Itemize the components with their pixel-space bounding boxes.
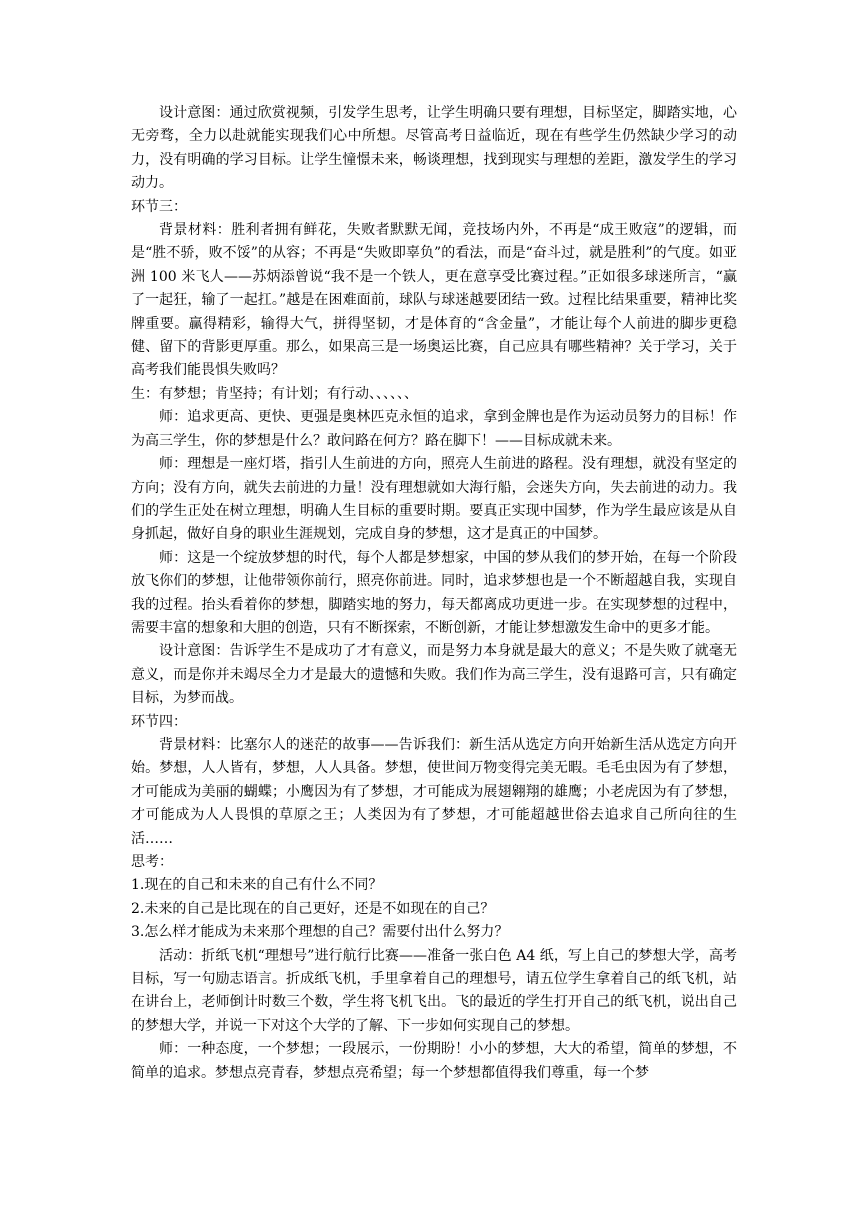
paragraph-background-material-1: 背景材料：胜利者拥有鲜花，失败者默默无闻，竞技场内外，不再是“成王败寇”的逻辑，而是“胜不骄，败不馁”的从容；不再是“失败即辜负”的看法，而是“奋斗过，就是胜利”的气度。如亚洲 100 米飞人——苏炳添曾说“我不是一个铁人，更在意享受比赛过程。”正如很多球迷所言，“赢了一起狂，输了一起扛。”越是在困难面前，球队与球迷越要团结一致。过程比结果重要，精神比奖牌重要。赢得精彩，输得大气，拼得坚韧，才是体育的“含金量”，才能让每个人前进的脚步更稳健、留下的背影更厚重。那么，如果高三是一场奥运比赛，自己应具有哪些精神？关于学习，关于高考我们能畏惧失败吗？ — [131, 222, 737, 379]
paragraph-activity: 活动：折纸飞机“理想号”进行航行比赛——准备一张白色 A4 纸，写上自己的梦想大学，高考目标，写一句励志语言。折成纸飞机，手里拿着自己的理想号，请五位学生拿着自己的纸飞机，站在讲台上，老师倒计时数三个数，学生将飞机飞出。飞的最近的学生打开自己的纸飞机，说出自己的梦想大学，并说一下对这个大学的了解、下一步如何实现自己的梦想。 — [131, 947, 737, 1034]
question-item-2: 2.未来的自己是比现在的自己更好，还是不如现在的自己？ — [131, 900, 495, 917]
section-heading-3: 环节三： — [131, 198, 187, 215]
paragraph-teacher-3: 师：这是一个绽放梦想的时代，每个人都是梦想家，中国的梦从我们的梦开始，在每一个阶段放飞你们的梦想，让他带领你前行，照亮你前进。同时，追求梦想也是一个不断超越自我，实现自我的过程。抬头看着你的梦想，脚踏实地的努力，每天都离成功更进一步。在实现梦想的过程中，需要丰富的想象和大胆的创造，只有不断探索，不断创新，才能让梦想激发生命中的更多才能。 — [131, 549, 737, 636]
paragraph-student-answer: 生：有梦想；肯坚持；有计划；有行动、、、、、、 — [131, 385, 418, 402]
thinking-heading: 思考： — [131, 854, 173, 870]
document-body — [131, 102, 737, 1085]
paragraph-teacher-1: 师：追求更高、更快、更强是奥林匹克永恒的追求，拿到金牌也是作为运动员努力的目标！作为高三学生，你的梦想是什么？敢问路在何方？路在脚下！——目标成就未来。 — [131, 409, 737, 449]
paragraph-design-intent-1: 设计意图：通过欣赏视频，引发学生思考，让学生明确只要有理想，目标坚定，脚踏实地，心无旁骛，全力以赴就能实现我们心中所想。尽管高考日益临近，现在有些学生仍然缺少学习的动力，没有明确的学习目标。让学生憧憬未来，畅谈理想，找到现实与理想的差距，激发学生的学习动力。 — [131, 105, 737, 192]
paragraph-teacher-4: 师：一种态度，一个梦想；一段展示，一份期盼！小小的梦想，大大的希望，简单的梦想，不简单的追求。梦想点亮青春，梦想点亮希望；每一个梦想都值得我们尊重，每一个梦 — [131, 1041, 737, 1081]
question-item-1: 1.现在的自己和未来的自己有什么不同？ — [131, 877, 383, 894]
question-item-3: 3.怎么样才能成为未来那个理想的自己？需要付出什么努力？ — [131, 924, 509, 941]
paragraph-background-material-2: 背景材料：比塞尔人的迷茫的故事——告诉我们：新生活从选定方向开始新生活从选定方向开始。梦想，人人皆有，梦想，人人具备。梦想，使世间万物变得完美无暇。毛毛虫因为有了梦想，才可能成为美丽的蝴蝶；小鹰因为有了梦想，才可能成为展翅翱翔的雄鹰；小老虎因为有了梦想，才可能成为人人畏惧的草原之王；人类因为有了梦想，才可能超越世俗去追求自己所向往的生活…… — [131, 736, 737, 847]
paragraph-teacher-2: 师：理想是一座灯塔，指引人生前进的方向，照亮人生前进的路程。没有理想，就没有坚定的方向；没有方向，就失去前进的力量！没有理想就如大海行船，会迷失方向，失去前进的动力。我们的学生正处在树立理想，明确人生目标的重要时期。要真正实现中国梦，作为学生最应该是从自身抓起，做好自身的职业生涯规划，完成自身的梦想，这才是真正的中国梦。 — [131, 456, 737, 543]
paragraph-design-intent-2: 设计意图：告诉学生不是成功了才有意义，而是努力本身就是最大的意义；不是失败了就毫无意义，而是你并未竭尽全力才是最大的遗憾和失败。我们作为高三学生，没有退路可言，只有确定目标，为梦而战。 — [131, 643, 737, 707]
section-heading-4: 环节四： — [131, 713, 187, 730]
